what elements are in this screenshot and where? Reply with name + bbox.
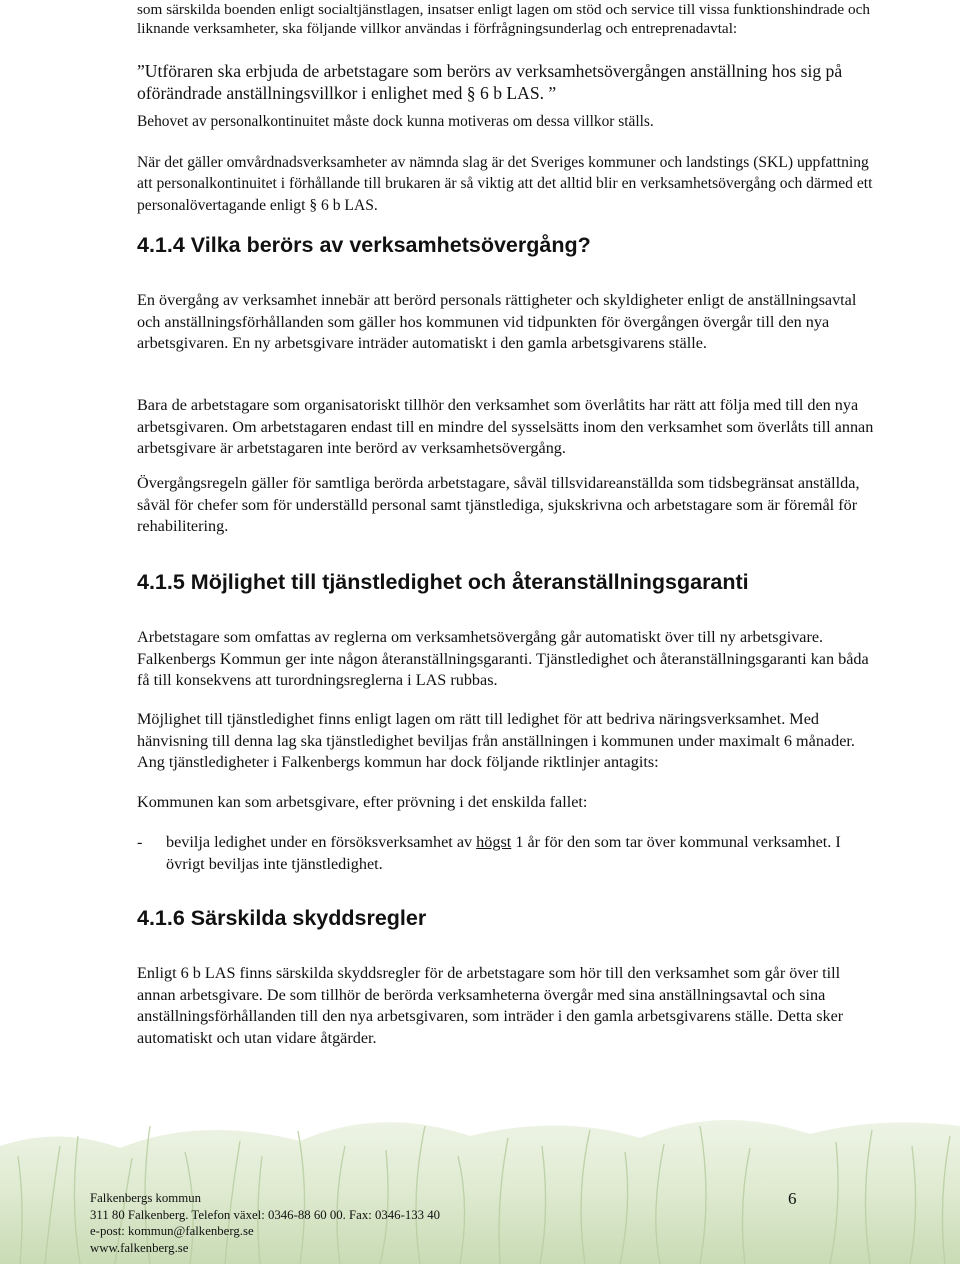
section-heading-415: 4.1.5 Möjlighet till tjänstledighet och återanställningsgaranti [137, 570, 749, 594]
section-415-paragraph-1: Arbetstagare som omfattas av reglerna om verksamhetsövergång går automatiskt över till ny arbetsgivare. Falkenbergs Kommun ger inte någon återanställningsgaranti. Tjänstledighet och återanställningsgaranti kan båda få till konsekvens att turordningsreglerna i LAS rubbas. [137, 628, 869, 690]
section-415-paragraph-2: Möjlighet till tjänstledighet finns enligt lagen om rätt till ledighet för att bedriva näringsverksamhet. Med hänvisning till denna lag ska tjänstledighet beviljas från anställningen i kommunen under maximalt 6 månader. Ang tjänstledigheter i Falkenbergs kommun har dock följande riktlinjer antagits: [137, 710, 855, 772]
footer-email[interactable]: e-post: kommun@falkenberg.se [90, 1224, 254, 1239]
section-416-paragraph: Enligt 6 b LAS finns särskilda skyddsregler för de arbetstagare som hör till den verksamhet som går över till annan arbetsgivare. De som tillhör de berörda verksamheterna övergår med sina anställningsavtal och sina anställningsförhållanden till den nya arbetsgivaren, som inträder i den gamla arbetsgivarens ställe. Detta sker automatiskt och utan vidare åtgärder. [137, 964, 844, 1047]
quote-note: Behovet av personalkontinuitet måste dock kunna motiveras om dessa villkor ställs. [137, 113, 654, 130]
footer-address: 311 80 Falkenberg. Telefon växel: 0346-88 60 00. Fax: 0346-133 40 [90, 1207, 441, 1222]
section-heading-416: 4.1.6 Särskilda skyddsregler [137, 906, 427, 930]
intro-paragraph: som särskilda boenden enligt socialtjänstlagen, insatser enligt lagen om stöd och service till vissa funktionshindrade och liknande verksamheter, ska följande villkor användas i förfrågningsunderlag och entreprenadavtal: [137, 1, 870, 38]
contract-clause-quote: ”Utföraren ska erbjuda de arbetstagare som berörs av verksamhetsövergången anställning hos sig på oförändrade anställningsvillkor i enlighet med § 6 b LAS. ” [137, 61, 843, 103]
footer-website[interactable]: www.falkenberg.se [90, 1240, 189, 1255]
skl-paragraph: När det gäller omvårdnadsverksamheter av nämnda slag är det Sveriges kommuner och landstings (SKL) uppfattning att personalkontinuitet i förhållande till brukaren är så viktig att det alltid blir en verksamhetsövergång och därmed ett personalövertagande enligt § 6 b LAS. [137, 154, 873, 214]
section-415-paragraph-3: Kommunen kan som arbetsgivare, efter prövning i det enskilda fallet: [137, 793, 588, 811]
section-heading-414: 4.1.4 Vilka berörs av verksamhetsövergång? [137, 233, 591, 257]
list-text-underlined: högst [476, 833, 512, 851]
list-dash: - [137, 833, 143, 851]
footer-contact [90, 1190, 440, 1256]
section-414-paragraph-1: En övergång av verksamhet innebär att berörd personals rättigheter och skyldigheter enligt de anställningsavtal och anställningsförhållanden som gäller hos kommunen vid tidpunkten för övergången övergår till den nya arbetsgivaren. En ny arbetsgivare inträder automatiskt i den gamla arbetsgivarens ställe. [137, 291, 857, 353]
list-text-after: 1 år för den som tar över kommunal verksamhet. I övrigt beviljas inte tjänstledighet. [166, 833, 841, 873]
list-item-text [166, 832, 846, 875]
list-item [137, 832, 877, 875]
section-414-paragraph-3: Övergångsregeln gäller för samtliga berörda arbetstagare, såväl tillsvidareanställda som tidsbegränsat anställda, såväl för chefer som för underställd personal samt tjänstlediga, sjukskrivna och arbetstagare som är föremål för rehabilitering. [137, 474, 860, 536]
footer-organization: Falkenbergs kommun [90, 1191, 202, 1205]
page-number: 6 [788, 1189, 797, 1208]
list-text-before: bevilja ledighet under en försöksverksamhet av [166, 833, 477, 851]
section-414-paragraph-2: Bara de arbetstagare som organisatoriskt tillhör den verksamhet som överlåtits har rätt att följa med till den nya arbetsgivaren. Om arbetstagaren endast till en mindre del sysselsätts inom den verksamhet som överlåts till annan arbetsgivare är arbetstagaren inte berörd av verksamhetsövergång. [137, 396, 874, 458]
